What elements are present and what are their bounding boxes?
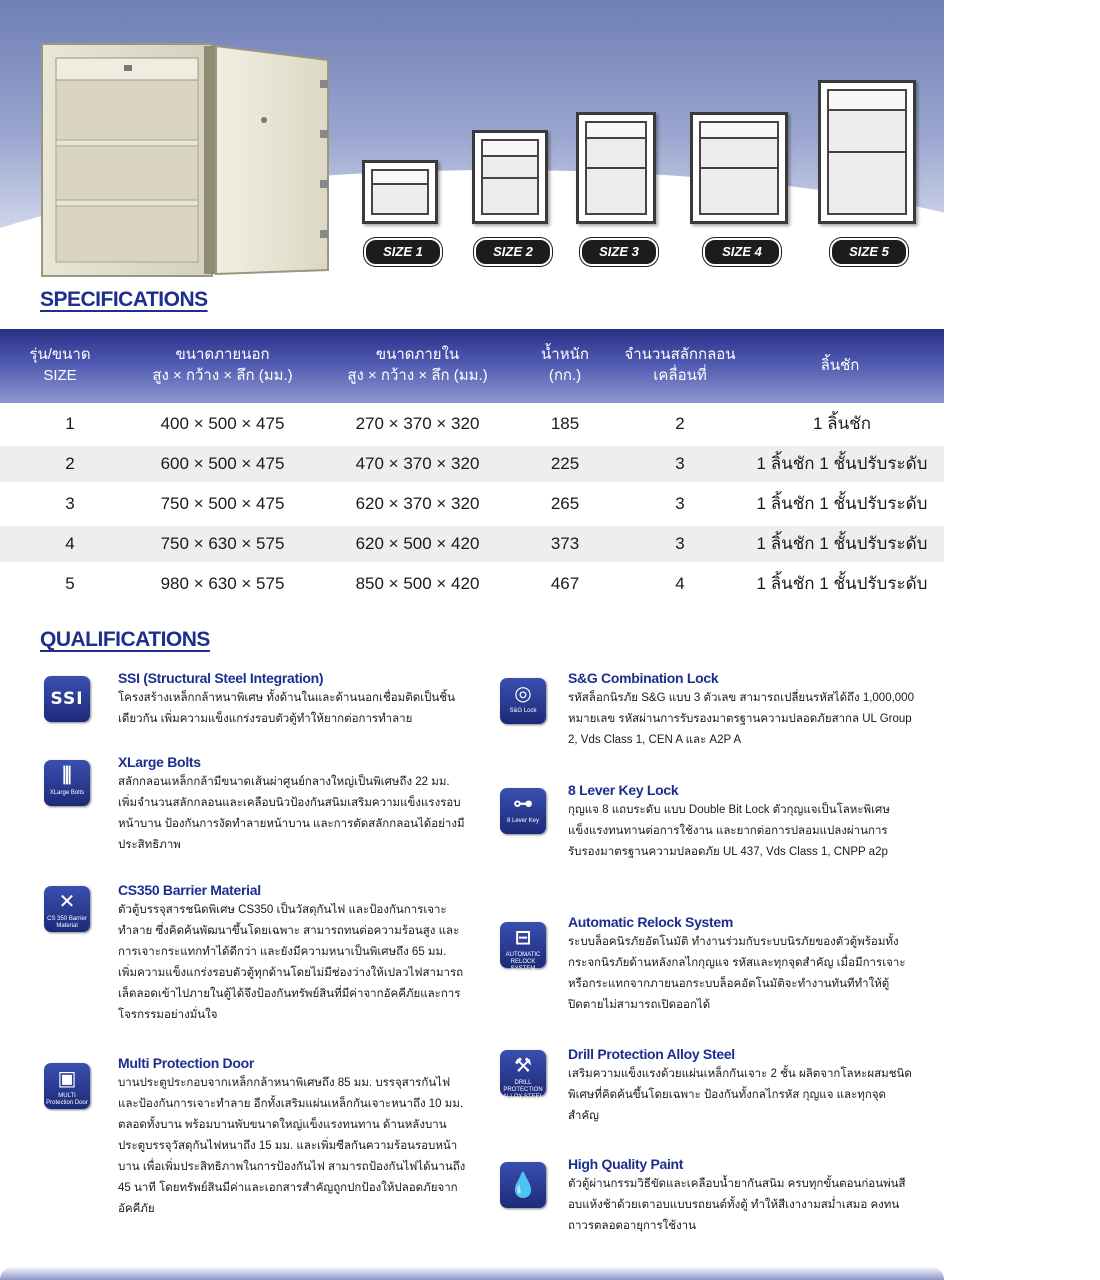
cell-drawer: 1 ลิ้นชัก [812, 414, 872, 433]
qualification-cs350 [40, 880, 480, 1040]
header-outer-dimensions: ขนาดภายนอก สูง × กว้าง × ลึก (มม.) [152, 346, 293, 384]
qualification-title: Drill Protection Alloy Steel [568, 1046, 735, 1062]
cell-weight: 225 [550, 454, 580, 473]
cell-bolts: 3 [675, 494, 685, 513]
header-inner-dimensions: ขนาดภายใน สูง × กว้าง × ลึก (มม.) [347, 346, 488, 384]
table-row [0, 446, 944, 482]
ssi-icon: SSI [44, 676, 90, 722]
cell-bolts: 3 [675, 534, 685, 553]
cell-outer: 600 × 500 × 475 [160, 454, 285, 473]
qualification-description: ระบบล็อคนิรภัยอัตโนมัติ ทำงานร่วมกับระบบนิรภัยของตัวตู้พร้อมทั้งกระจกนิรภัยด้านหลังกลไกกุญแจ รหัสและทุกจุดสำคัญ เมื่อมีการเจาะหรือกระแทกจากภายนอกระบบล็อคอัตโนมัติจะทำงานทันทีทำให้ตู้ปิดตายไม่สามารถเปิดออกได้ [568, 936, 906, 1011]
cell-weight: 373 [550, 534, 580, 553]
cell-outer: 980 × 630 × 575 [160, 574, 285, 593]
size-2-label: SIZE 2 [474, 238, 552, 266]
qualification-ssi [40, 670, 480, 740]
bottom-decorative-bar [0, 1266, 944, 1280]
size-3-illustration [576, 112, 656, 224]
qualification-title: High Quality Paint [568, 1156, 684, 1172]
size-5-label: SIZE 5 [830, 238, 908, 266]
cell-inner: 270 × 370 × 320 [355, 414, 480, 433]
qualification-title: XLarge Bolts [118, 754, 201, 770]
size-4-label: SIZE 4 [703, 238, 781, 266]
cell-drawer: 1 ลิ้นชัก 1 ชั้นปรับระดับ [756, 494, 928, 513]
cell-weight: 185 [550, 414, 580, 433]
cell-size: 5 [65, 574, 75, 593]
header-weight: น้ำหนัก (กก.) [541, 346, 589, 384]
cell-inner: 850 × 500 × 420 [355, 574, 480, 593]
cell-drawer: 1 ลิ้นชัก 1 ชั้นปรับระดับ [756, 454, 928, 473]
size-1-label: SIZE 1 [364, 238, 442, 266]
qualifications-title: QUALIFICATIONS [40, 628, 210, 651]
size-5-illustration [818, 80, 916, 224]
qualification-xlarge-bolts [40, 752, 480, 872]
qualification-description: สลักกลอนเหล็กกล้ามีขนาดเส้นผ่าศูนย์กลางใหญ่เป็นพิเศษถึง 22 มม. เพิ่มจำนวนสลักกลอนและเคลือบนิวป้องกันสนิมเสริมความแข็งแรงรอบหน้าบาน ป้องกันการงัดทำลายหน้าบาน และการตัดสลักกลอนได้อย่างมีประสิทธิภาพ [118, 776, 465, 851]
safe-photo [38, 40, 338, 280]
table-row [0, 406, 944, 442]
qualification-multi-protection-door [40, 1055, 480, 1245]
qualification-description: ตัวตู้บรรจุสารชนิดพิเศษ CS350 เป็นวัสดุกันไฟ และป้องกันการเจาะทำลาย ซึ่งคิดค้นพัฒนาขึ้นโดยเฉพาะ สามารถทนต่อความร้อนสูง และการเจาะกระแทกทำได้ดีกว่า และยังมีความหนาเป็นพิเศษถึง 65 มม. เพิ่มความแข็งแกร่งรอบตัวตู้ทุกด้านโดยไม่มีช่องว่างให้เปลวไฟสามารถเล็ดลอดเข้าไปภายในตู้ได้จึงป้องกันทรัพย์สินที่มีค่าจากอัคคีภัยและการโจรกรรมอย่างมั่นใจ [118, 904, 464, 1021]
table-row [0, 486, 944, 522]
header-model: รุ่น/ขนาด SIZE [29, 346, 91, 384]
qualification-description: กุญแจ 8 แถบระดับ แบบ Double Bit Lock ตัวกุญแจเป็นโลหะพิเศษ แข็งแรงทนทานต่อการใช้งาน และยากต่อการปลอมแปลงผ่านการรับรองมาตรฐานความปลอดภัย UL 437, Vds Class 1, CNPP a2p [568, 804, 890, 858]
cell-weight: 467 [550, 574, 580, 593]
table-row [0, 526, 944, 562]
lever-key-icon: ⊶ 8 Lever Key [500, 788, 546, 834]
size-2-illustration [472, 130, 548, 224]
cell-size: 1 [65, 414, 75, 433]
qualification-title: Automatic Relock System [568, 914, 734, 930]
cell-size: 3 [65, 494, 75, 513]
cell-bolts: 2 [675, 414, 685, 433]
qualification-high-quality-paint [496, 1156, 936, 1256]
qualification-title: Multi Protection Door [118, 1055, 255, 1071]
table-row [0, 566, 944, 602]
cell-size: 4 [65, 534, 75, 553]
qualification-title: SSI (Structural Steel Integration) [118, 670, 324, 686]
header-bolts: จำนวนสลักกลอน เคลื่อนที่ [624, 346, 736, 384]
qualification-drill-protection [496, 1044, 936, 1144]
xlarge-bolts-icon: ⫼ XLarge Bolts [44, 760, 90, 806]
qualification-description: เสริมความแข็งแรงด้วยแผ่นเหล็กกันเจาะ 2 ชั้น ผลิตจากโลหะผสมชนิดพิเศษที่คิดค้นขึ้นโดยเฉพาะ ป้องกันทั้งกลไกรหัส กุญแจ และทุกจุดสำคัญ [568, 1068, 912, 1122]
paint-drop-icon: 💧 [500, 1162, 546, 1208]
cell-outer: 400 × 500 × 475 [160, 414, 285, 433]
cell-outer: 750 × 500 × 475 [160, 494, 285, 513]
relock-icon: ⊟ AUTOMATIC RELOCK SYSTEM [500, 922, 546, 968]
cell-inner: 620 × 500 × 420 [355, 534, 480, 553]
spec-table-header [0, 329, 944, 403]
header-drawer: ลิ้นชัก [820, 357, 860, 374]
cell-inner: 470 × 370 × 320 [355, 454, 480, 473]
drill-protection-icon: ⚒ DRILL PROTECTION ALLOY STEEL [500, 1050, 546, 1096]
cell-drawer: 1 ลิ้นชัก 1 ชั้นปรับระดับ [756, 534, 928, 553]
cell-weight: 265 [550, 494, 580, 513]
cell-bolts: 3 [675, 454, 685, 473]
qualification-title: CS350 Barrier Material [118, 882, 261, 898]
qualification-combination-lock [496, 670, 936, 770]
qualification-automatic-relock [496, 912, 936, 1032]
cell-outer: 750 × 630 × 575 [160, 534, 285, 553]
qualification-lever-key-lock [496, 780, 936, 900]
qualification-title: 8 Lever Key Lock [568, 782, 679, 798]
qualification-description: รหัสล็อกนิรภัย S&G แบบ 3 ตัวเลข สามารถเปลี่ยนรหัสได้ถึง 1,000,000 หมายเลข รหัสผ่านการรับรองมาตรฐานความปลอดภัยสากล UL Group 2, Vds Class 1, CEN A และ A2P A [568, 692, 914, 746]
specifications-title: SPECIFICATIONS [40, 288, 208, 311]
qualification-description: บานประตูประกอบจากเหล็กกล้าหนาพิเศษถึง 85 มม. บรรจุสารกันไฟและป้องกันการเจาะทำลาย อีกทั้งเสริมแผ่นเหล็กกันเจาะหนาถึง 10 มม. ตลอดทั้งบาน พร้อมบานพับขนาดใหญ่แข็งแรงทนทาน ด้านหลังบานประตูบรรจุวัสดุกันไฟหนาถึง 15 มม. และเพิ่มซีลกันความร้อนรอบหน้าบาน เพื่อเพิ่มประสิทธิภาพในการป้องกันไฟ สามารถป้องกันไฟได้นานถึง 45 นาที โดยทรัพย์สินมีค่าและเอกสารสำคัญถูกปกป้องให้ปลอดภัยจากอัคคีภัย [118, 1077, 466, 1215]
combination-lock-icon: ◎ S&G Lock [500, 678, 546, 724]
qualification-description: ตัวตู้ผ่านกรรมวิธีขัดและเคลือบน้ำยากันสนิม ครบทุกขั้นตอนก่อนพ่นสีอบแห้งช้าด้วยเตาอบแบบรถยนต์ทั้งตู้ ทำให้สีเงางามสม่ำเสมอ คงทนถาวรตลอดอายุการใช้งาน [568, 1178, 906, 1232]
qualification-description: โครงสร้างเหล็กกล้าหนาพิเศษ ทั้งด้านในและด้านนอกเชื่อมติดเป็นชิ้นเดียวกัน เพิ่มความแข็งแกร่งรอบตัวตู้ทำให้ยากต่อการทำลาย [118, 692, 455, 725]
multi-protection-door-icon: ▣ MULTI Protection Door [44, 1063, 90, 1109]
cell-size: 2 [65, 454, 75, 473]
size-4-illustration [690, 112, 788, 224]
cell-bolts: 4 [675, 574, 685, 593]
qualification-title: S&G Combination Lock [568, 670, 719, 686]
cell-inner: 620 × 370 × 320 [355, 494, 480, 513]
size-3-label: SIZE 3 [580, 238, 658, 266]
size-1-illustration [362, 160, 438, 224]
cell-drawer: 1 ลิ้นชัก 1 ชั้นปรับระดับ [756, 574, 928, 593]
cs350-icon: ✕ CS 350 Barrier Material [44, 886, 90, 932]
